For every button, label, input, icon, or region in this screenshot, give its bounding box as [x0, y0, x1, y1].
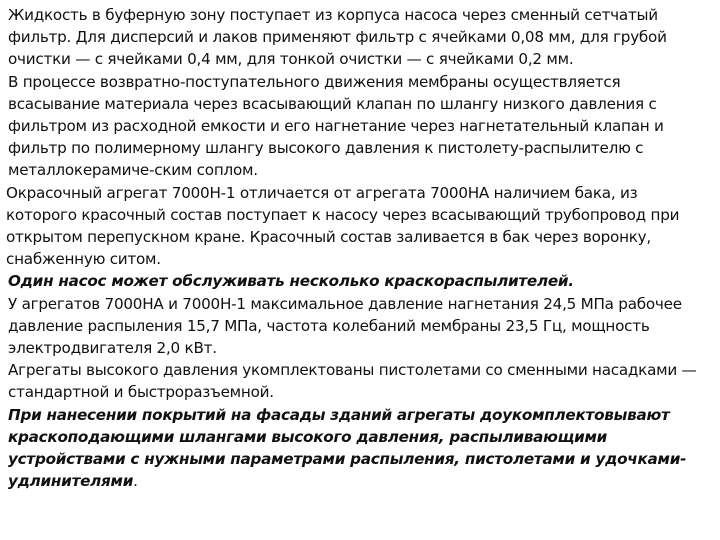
paragraph-buffer-zone-filter: Жидкость в буферную зону поступает из корпуса насоса через сменный сетчатый фильтр. Для дисперсий и лаков применяют фильтр с ячейками 0,08 мм, для грубой очистки — с ячейками 0,4 мм, для тонкой очистки — с ячейками 0,2 мм.	[8, 6, 667, 69]
paragraph-high-pressure-pistols: Агрегаты высокого давления укомплектованы пистолетами со сменными насадками — стандартной и быстроразъемной.	[8, 361, 697, 402]
paragraph-membrane-process: В процессе возвратно-поступательного движения мембраны осуществляется всасывание материала через всасывающий клапан по шлангу низкого давления с фильтром из расходной емкости и его нагнетание через нагнетательный клапан и фильтр по полимерному шлангу высокого давления к пистолету-распылителю с металлокерамиче-ским соплом.	[8, 72, 664, 180]
paragraph-unit-specifications: У агрегатов 7000НА и 7000Н-1 максимальное давление нагнетания 24,5 МПа рабочее давление распыления 15,7 МПа, частота колебаний мембраны 23,5 Гц, мощность электродвигателя 2,0 кВт.	[8, 294, 682, 358]
paragraph-unit-7000n1-difference: Окрасочный агрегат 7000Н-1 отличается от агрегата 7000НА наличием бака, из которого красочный состав поступает к насосу через всасывающий трубопровод при открытом перепускном кране. Красочный состав заливается в бак через воронку, снабженную ситом.	[6, 183, 680, 269]
facade-equipment-period: .	[133, 472, 138, 491]
paragraph-facade-equipment	[8, 404, 712, 493]
document-body	[8, 4, 712, 492]
paragraph-one-pump-note: Один насос может обслуживать несколько краскораспылителей.	[8, 272, 574, 291]
facade-equipment-emphasis: При нанесении покрытий на фасады зданий агрегаты доукомплектовывают краскоподающими шлангами высокого давления, распыливающими устройствами с нужными параметрами распыления, пистолетами и удочками-удлинителями	[8, 405, 687, 491]
